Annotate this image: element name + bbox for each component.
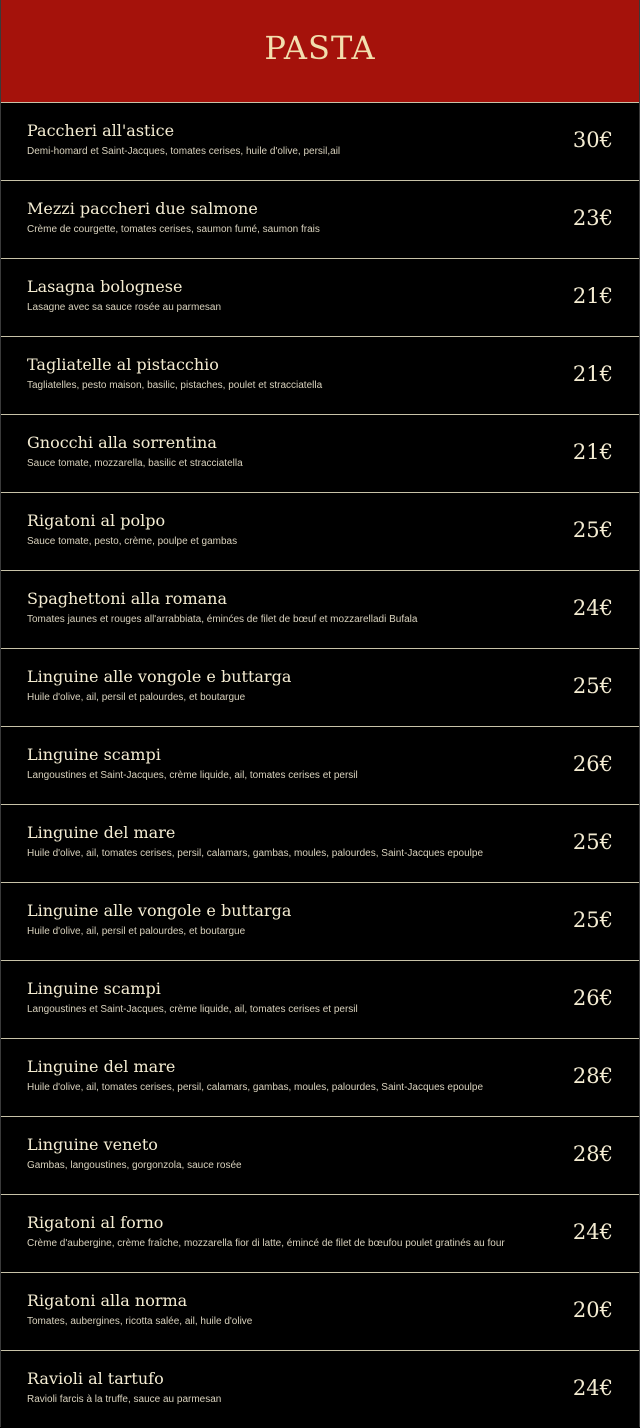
menu-item-description: Sauce tomate, mozzarella, basilic et stracciatella: [27, 458, 243, 469]
menu-item-text: [27, 1134, 242, 1173]
section-title: PASTA: [264, 29, 376, 67]
menu-item-description: Langoustines et Saint-Jacques, crème liquide, ail, tomates cerises et persil: [27, 770, 358, 781]
menu-item-description: Tomates jaunes et rouges all'arrabbiata, éminćes de filet de bœuf et mozzarelladi Bufala: [27, 614, 418, 625]
menu-item: [1, 415, 639, 493]
menu-item-description: Lasagne avec sa sauce rosée au parmesan: [27, 302, 222, 313]
menu-item-description: Tagliatelles, pesto maison, basilic, pistaches, poulet et stracciatella: [27, 380, 323, 391]
menu-item-text: [27, 900, 291, 939]
menu-item-text: [27, 666, 291, 705]
menu-item-price: 25€: [572, 673, 613, 698]
menu-item-price: 25€: [572, 907, 613, 932]
menu-item: [1, 103, 639, 181]
menu-item-name: Linguine del mare: [27, 823, 176, 842]
menu-item-text: [27, 1056, 483, 1095]
menu-item-description: Huile d'olive, ail, tomates cerises, persil, calamars, gambas, moules, palourdes, Saint-Jacques epoulpe: [27, 1082, 484, 1093]
menu-item-text: [27, 1290, 252, 1329]
menu-item: [1, 571, 639, 649]
menu-item-text: [27, 588, 417, 627]
menu-item-name: Rigatoni al polpo: [27, 511, 166, 530]
menu-item-price: 30€: [572, 127, 613, 152]
menu-item-name: Ravioli al tartufo: [27, 1369, 164, 1388]
menu-item-price: 20€: [572, 1297, 613, 1322]
menu-header: [1, 0, 639, 103]
menu-item-description: Crème de courgette, tomates cerises, saumon fumé, saumon frais: [27, 224, 320, 235]
menu-item: [1, 649, 639, 727]
menu-item: [1, 727, 639, 805]
menu-item-description: Gambas, langoustines, gorgonzola, sauce rosée: [27, 1160, 242, 1171]
menu-item: [1, 1039, 639, 1117]
menu-item-text: [27, 432, 243, 471]
menu-item-text: [27, 744, 358, 783]
menu-item-price: 26€: [572, 751, 613, 776]
menu-item: [1, 1351, 639, 1428]
menu-item: [1, 883, 639, 961]
menu-item-text: [27, 978, 358, 1017]
menu-item-price: 24€: [572, 1219, 613, 1244]
menu-item-price: 21€: [572, 439, 613, 464]
menu-item-price: 28€: [572, 1063, 613, 1088]
menu-item: [1, 1117, 639, 1195]
menu-item-name: Gnocchi alla sorrentina: [27, 433, 217, 452]
menu-item-name: Linguine scampi: [27, 745, 161, 764]
menu-item-name: Linguine scampi: [27, 979, 161, 998]
menu-item: [1, 181, 639, 259]
menu-item-price: 24€: [572, 595, 613, 620]
menu-item-name: Linguine del mare: [27, 1057, 176, 1076]
menu-item-name: Tagliatelle al pistacchio: [27, 355, 219, 374]
menu-item-description: Tomates, aubergines, ricotta salée, ail, huile d'olive: [27, 1316, 253, 1327]
menu-item: [1, 805, 639, 883]
menu-item-name: Spaghettoni alla romana: [27, 589, 227, 608]
menu-item-price: 24€: [572, 1375, 613, 1400]
menu-item-description: Huile d'olive, ail, persil et palourdes, et boutargue: [27, 692, 246, 703]
menu-item-price: 25€: [572, 517, 613, 542]
menu-item-description: Huile d'olive, ail, persil et palourdes, et boutargue: [27, 926, 246, 937]
menu-item-name: Linguine alle vongole e buttarga: [27, 667, 292, 686]
menu-item: [1, 961, 639, 1039]
menu-item-description: Huile d'olive, ail, tomates cerises, persil, calamars, gambas, moules, palourdes, Saint-Jacques epoulpe: [27, 848, 484, 859]
menu-item-description: Ravioli farcis à la truffe, sauce au parmesan: [27, 1394, 222, 1405]
menu-item-price: 21€: [572, 283, 613, 308]
menu-item: [1, 337, 639, 415]
menu-item-description: Crème d'aubergine, crème fraîche, mozzarella fior di latte, émincé de filet de bœufou poulet gratinés au four: [27, 1238, 505, 1249]
menu-item-name: Paccheri all'astice: [27, 121, 175, 140]
menu-item-price: 28€: [572, 1141, 613, 1166]
menu-item-text: [27, 822, 483, 861]
menu-item: [1, 1273, 639, 1351]
menu-item-description: Demi-homard et Saint-Jacques, tomates cerises, huile d'olive, persil,ail: [27, 146, 341, 157]
menu-item-text: [27, 276, 221, 315]
menu-item-text: [27, 198, 320, 237]
menu-item-price: 26€: [572, 985, 613, 1010]
menu-item-text: [27, 1368, 221, 1407]
menu-item-name: Mezzi paccheri due salmone: [27, 199, 258, 218]
menu-item-description: Langoustines et Saint-Jacques, crème liquide, ail, tomates cerises et persil: [27, 1004, 358, 1015]
menu-item-price: 21€: [572, 361, 613, 386]
menu-item-description: Sauce tomate, pesto, crème, poulpe et gambas: [27, 536, 238, 547]
menu-item-name: Rigatoni al forno: [27, 1213, 164, 1232]
menu-item-text: [27, 1212, 505, 1251]
menu-item-price: 25€: [572, 829, 613, 854]
menu-item-text: [27, 354, 322, 393]
menu-item-name: Linguine veneto: [27, 1135, 158, 1154]
menu-item: [1, 493, 639, 571]
menu-item-name: Lasagna bolognese: [27, 277, 183, 296]
menu-item-text: [27, 120, 340, 159]
menu-items-list: [1, 103, 639, 1428]
menu-item-name: Rigatoni alla norma: [27, 1291, 188, 1310]
menu-item: [1, 259, 639, 337]
menu-item-name: Linguine alle vongole e buttarga: [27, 901, 292, 920]
menu-item: [1, 1195, 639, 1273]
menu-item-price: 23€: [572, 205, 613, 230]
menu-item-text: [27, 510, 237, 549]
